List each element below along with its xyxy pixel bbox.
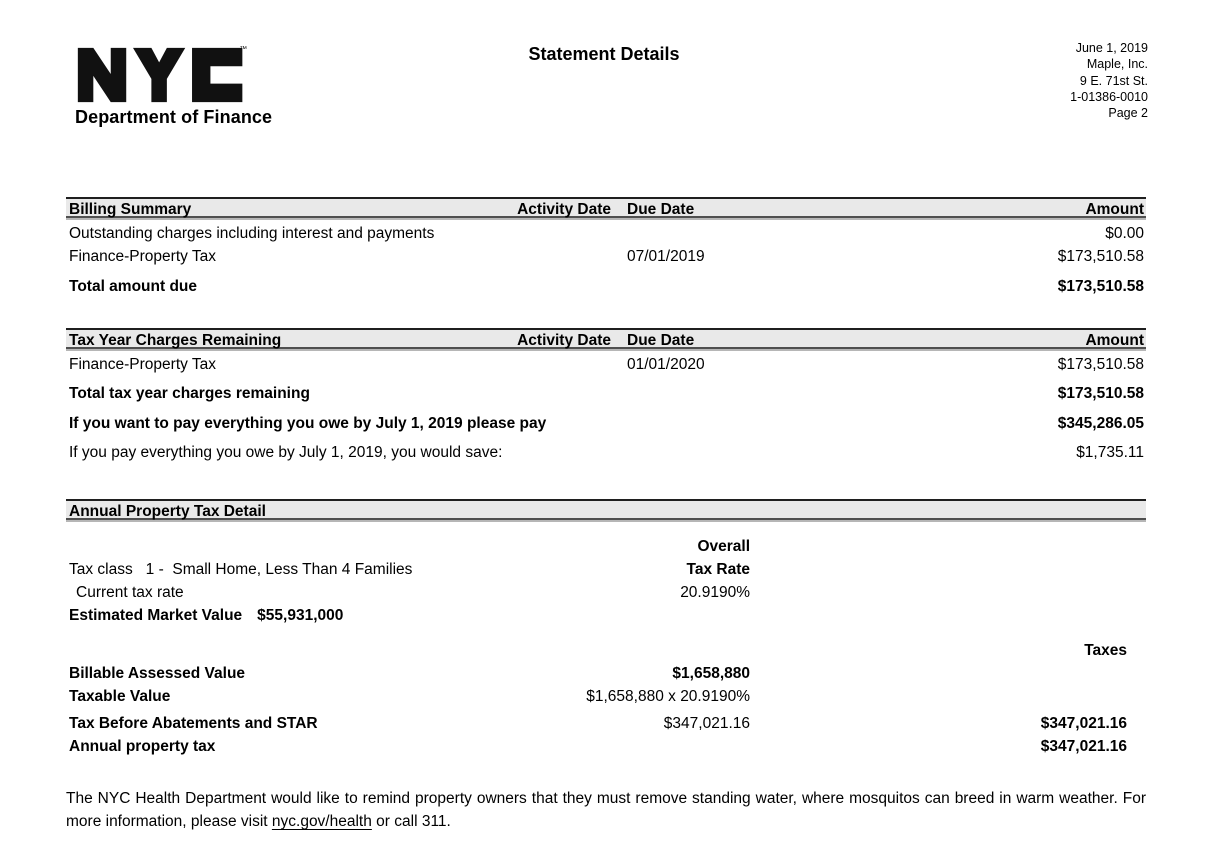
column-header-activity-date: Activity Date <box>517 201 611 218</box>
total-amount-due-row <box>66 275 1146 298</box>
tax-year-charges-section <box>66 328 1146 464</box>
row-amount: $345,286.05 <box>1057 415 1144 432</box>
row-label: Outstanding charges including interest and payments <box>69 225 435 242</box>
annual-property-tax-label: Annual property tax <box>69 738 216 755</box>
table-row <box>66 245 1146 268</box>
tax-before-abatements-taxes: $347,021.16 <box>1040 715 1127 732</box>
owner-name: Maple, Inc. <box>1086 57 1148 72</box>
total-tax-year-row <box>66 382 1146 405</box>
taxable-value-label: Taxable Value <box>69 688 171 705</box>
row-due-date: 01/01/2020 <box>627 356 705 373</box>
row-label: If you pay everything you owe by July 1, 2019, you would save: <box>69 444 503 461</box>
billing-summary-header-bar <box>66 197 1146 218</box>
health-department-notice <box>66 787 1146 834</box>
row-due-date: 07/01/2019 <box>627 248 705 265</box>
billable-assessed-value-label: Billable Assessed Value <box>69 665 246 682</box>
tax-rate-label: Tax Rate <box>686 561 750 578</box>
tax-before-abatements-value: $347,021.16 <box>663 715 750 732</box>
estimated-market-value-row <box>66 604 1146 627</box>
section-title: Tax Year Charges Remaining <box>69 332 282 349</box>
estimated-market-value <box>69 604 343 627</box>
page-title: Statement Details <box>528 44 680 64</box>
taxes-column-header: Taxes <box>1084 642 1127 659</box>
logo-subtitle: Department of Finance <box>75 107 273 127</box>
tax-class-label: Tax class 1 - Small Home, Less Than 4 Families <box>69 561 413 578</box>
row-amount: $173,510.58 <box>1057 356 1144 373</box>
row-label: If you want to pay everything you owe by July 1, 2019 please pay <box>69 415 547 432</box>
annual-property-tax-detail-section <box>66 499 1146 758</box>
table-row <box>66 222 1146 245</box>
row-label: Finance-Property Tax <box>69 248 217 265</box>
estimated-market-value-amount: $55,931,000 <box>257 607 344 624</box>
row-label: Total amount due <box>69 278 198 295</box>
column-header-amount: Amount <box>1085 201 1144 218</box>
billable-assessed-value-amount: $1,658,880 <box>672 665 750 682</box>
overall-label: Overall <box>697 538 750 555</box>
row-amount: $0.00 <box>1105 225 1144 242</box>
tax-class-row <box>66 558 1146 581</box>
taxes-header-row <box>66 639 1146 662</box>
nyc-gov-health-link[interactable]: nyc.gov/health <box>271 813 372 830</box>
table-row <box>66 353 1146 376</box>
bbl-number: 1-01386-0010 <box>1070 89 1148 104</box>
section-title: Billing Summary <box>69 201 192 218</box>
tax-year-charges-header-bar <box>66 328 1146 349</box>
column-header-amount: Amount <box>1085 332 1144 349</box>
statement-date: June 1, 2019 <box>1075 41 1148 55</box>
billing-summary-section <box>66 197 1146 298</box>
page-number: Page 2 <box>1108 106 1148 121</box>
column-header-due-date: Due Date <box>627 201 695 218</box>
savings-row <box>66 441 1146 464</box>
tax-before-abatements-label: Tax Before Abatements and STAR <box>69 715 318 732</box>
estimated-market-value-label: Estimated Market Value <box>69 607 243 624</box>
notice-text-before: The NYC Health Department would like to remind property owners that they must remove standing water, where mosquitos can breed in warm weather. For more information, please visit <box>66 789 1146 830</box>
row-amount: $1,735.11 <box>1076 444 1144 461</box>
taxable-value-calculation: $1,658,880 x 20.9190% <box>586 688 750 705</box>
row-amount: $173,510.58 <box>1057 278 1144 295</box>
annual-property-tax-taxes: $347,021.16 <box>1040 738 1127 755</box>
row-label: Total tax year charges remaining <box>69 385 310 402</box>
row-amount: $173,510.58 <box>1057 248 1144 265</box>
statement-info-block <box>1070 40 1148 121</box>
current-tax-rate-value: 20.9190% <box>680 584 750 601</box>
column-header-due-date: Due Date <box>627 332 695 349</box>
notice-text-after: or call 311. <box>371 813 451 830</box>
property-address: 9 E. 71st St. <box>1079 73 1148 88</box>
annual-property-tax-row <box>66 735 1146 758</box>
logo-trademark: ™ <box>239 44 248 54</box>
row-label: Finance-Property Tax <box>69 356 217 373</box>
pay-everything-row <box>66 412 1146 435</box>
current-tax-rate-label: Current tax rate <box>76 584 184 601</box>
billable-assessed-value-row <box>66 662 1146 685</box>
annual-detail-header-bar <box>66 499 1146 520</box>
section-title: Annual Property Tax Detail <box>69 503 266 520</box>
column-header-activity-date: Activity Date <box>517 332 611 349</box>
overall-header-row <box>66 535 1146 558</box>
taxable-value-row <box>66 685 1146 708</box>
current-tax-rate-row <box>66 581 1146 604</box>
row-amount: $173,510.58 <box>1057 385 1144 402</box>
tax-before-abatements-row <box>66 712 1146 735</box>
